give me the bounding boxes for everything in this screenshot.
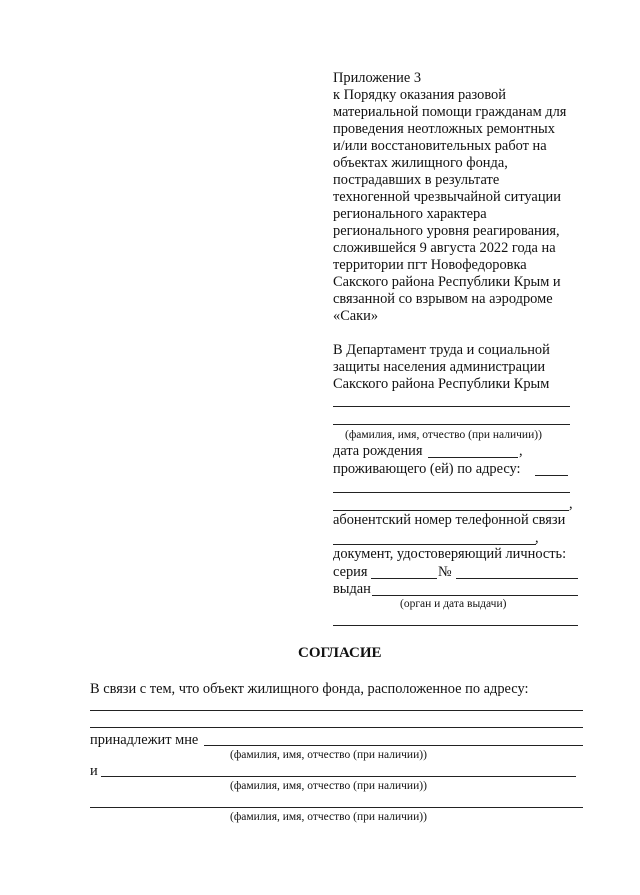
fio-caption: (фамилия, имя, отчество (при наличии))	[345, 429, 542, 441]
series-label: серия	[333, 564, 368, 580]
phone-field[interactable]	[333, 544, 536, 545]
addressee-line: Сакского района Республики Крым	[333, 376, 550, 392]
appendix-line: сложившейся 9 августа 2022 года на	[333, 240, 556, 256]
appendix-line: объектах жилищного фонда,	[333, 155, 508, 171]
owner-fio-field-1[interactable]	[204, 745, 583, 746]
fio-blank-line-1[interactable]	[333, 406, 570, 407]
issued-field[interactable]	[372, 595, 578, 596]
birth-date-label: дата рождения	[333, 443, 423, 459]
address-field-inline[interactable]	[535, 475, 568, 476]
fio-caption: (фамилия, имя, отчество (при наличии))	[230, 780, 427, 792]
phone-label: абонентский номер телефонной связи	[333, 512, 566, 528]
fio-caption: (фамилия, имя, отчество (при наличии))	[230, 749, 427, 761]
comma: ,	[569, 496, 573, 512]
id-doc-label: документ, удостоверяющий личность:	[333, 546, 567, 562]
series-field[interactable]	[371, 578, 437, 579]
appendix-line: «Саки»	[333, 308, 379, 324]
appendix-line: территории пгт Новофедоровка	[333, 257, 527, 273]
fio-blank-line-2[interactable]	[333, 424, 570, 425]
appendix-line: регионального уровня реагирования,	[333, 223, 560, 239]
appendix-line: к Порядку оказания разовой	[333, 87, 506, 103]
appendix-line: материальной помощи гражданам для	[333, 104, 567, 120]
appendix-line: проведения неотложных ремонтных	[333, 121, 555, 137]
address-line-2[interactable]	[90, 727, 583, 728]
fio-caption: (фамилия, имя, отчество (при наличии))	[230, 811, 427, 823]
number-label: №	[438, 564, 452, 580]
owner-fio-field-3[interactable]	[90, 807, 583, 808]
residing-label: проживающего (ей) по адресу:	[333, 461, 521, 477]
belongs-label: принадлежит мне	[90, 732, 199, 748]
issued-label: выдан	[333, 581, 371, 597]
consent-intro: В связи с тем, что объект жилищного фонда, расположенное по адресу:	[90, 681, 529, 697]
appendix-line: регионального характера	[333, 206, 487, 222]
number-field[interactable]	[456, 578, 578, 579]
birth-date-field[interactable]	[428, 457, 518, 458]
issued-field-line-2[interactable]	[333, 625, 578, 626]
appendix-line: пострадавших в результате	[333, 172, 500, 188]
address-field-line-2[interactable]	[333, 492, 570, 493]
appendix-line: Приложение 3	[333, 70, 422, 86]
consent-title: СОГЛАСИЕ	[298, 645, 382, 661]
appendix-line: техногенной чрезвычайной ситуации	[333, 189, 561, 205]
addressee-line: защиты населения администрации	[333, 359, 546, 375]
appendix-line: Сакского района Республики Крым и	[333, 274, 561, 290]
appendix-line: и/или восстановительных работ на	[333, 138, 547, 154]
address-field-line-3[interactable]	[333, 510, 569, 511]
owner-fio-field-2[interactable]	[101, 776, 576, 777]
issued-caption: (орган и дата выдачи)	[400, 598, 507, 610]
comma: ,	[535, 530, 539, 546]
addressee-line: В Департамент труда и социальной	[333, 342, 550, 358]
address-line-1[interactable]	[90, 710, 583, 711]
appendix-line: связанной со взрывом на аэродроме	[333, 291, 553, 307]
and-label: и	[90, 763, 98, 779]
comma: ,	[519, 443, 523, 459]
